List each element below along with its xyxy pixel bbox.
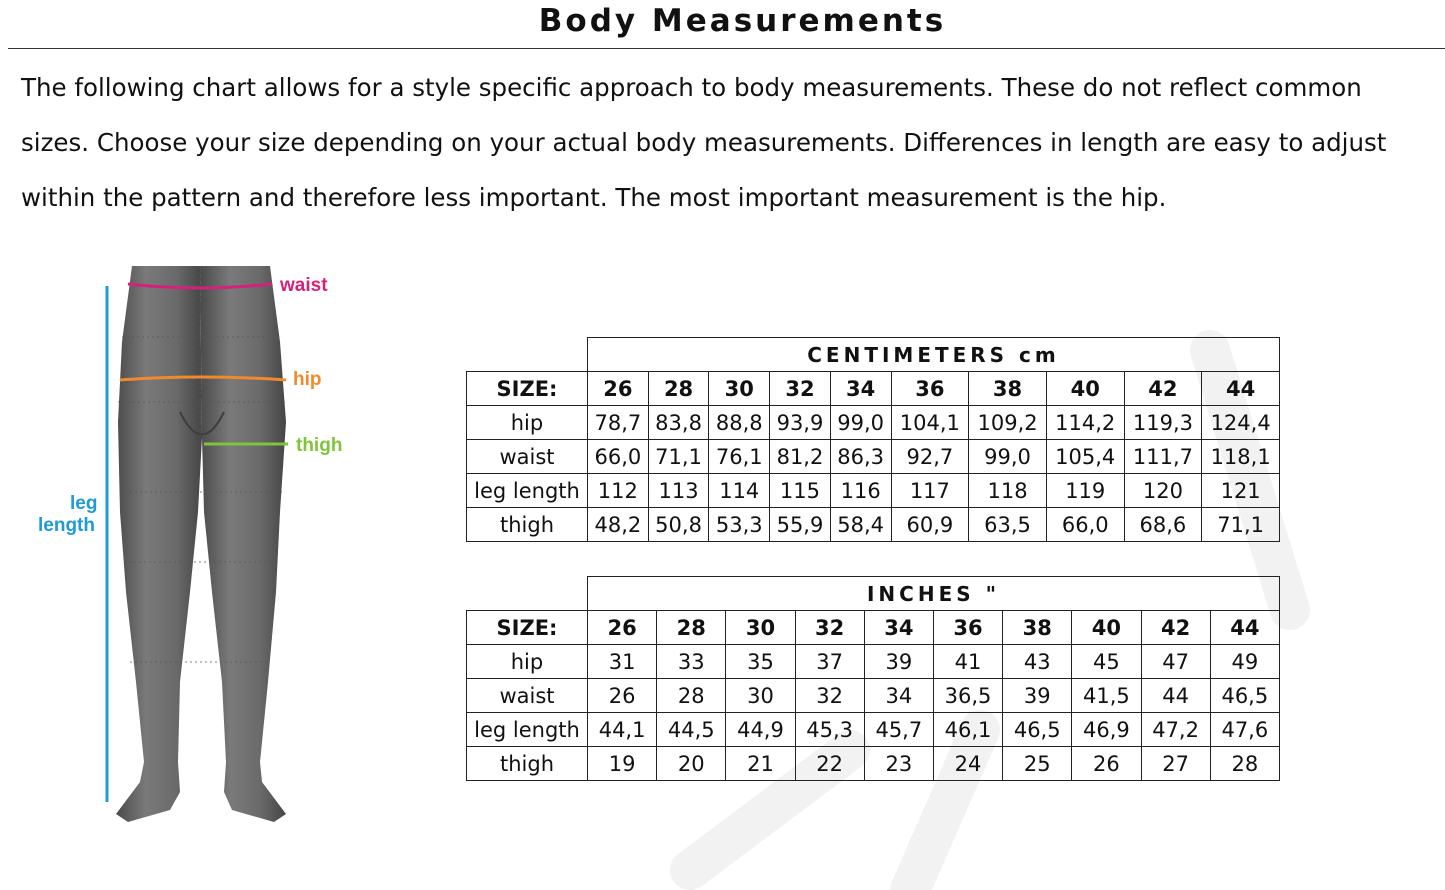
- hip-label: hip: [293, 369, 322, 390]
- value-cell: 22: [795, 747, 864, 781]
- title-divider: [8, 48, 1445, 49]
- leg-length-label-line2: length: [38, 515, 95, 536]
- value-cell: 53,3: [709, 508, 770, 542]
- value-cell: 47: [1141, 645, 1210, 679]
- value-cell: 46,5: [1210, 679, 1279, 713]
- value-cell: 43: [1003, 645, 1072, 679]
- value-cell: 68,6: [1124, 508, 1202, 542]
- value-cell: 92,7: [891, 440, 969, 474]
- value-cell: 88,8: [709, 406, 770, 440]
- size-cell: 44: [1210, 611, 1279, 645]
- size-cell: 36: [933, 611, 1002, 645]
- table-row: [467, 508, 1280, 542]
- value-cell: 117: [891, 474, 969, 508]
- value-cell: 31: [588, 645, 657, 679]
- value-cell: 39: [1003, 679, 1072, 713]
- table-row: [467, 440, 1280, 474]
- value-cell: 93,9: [770, 406, 831, 440]
- page-title: Body Measurements: [538, 3, 947, 39]
- size-cell: 26: [588, 372, 649, 406]
- legs-silhouette: [116, 266, 286, 822]
- value-cell: 46,9: [1072, 713, 1141, 747]
- value-cell: 30: [726, 679, 795, 713]
- value-cell: 78,7: [588, 406, 649, 440]
- row-label: hip: [467, 406, 588, 440]
- value-cell: 35: [726, 645, 795, 679]
- value-cell: 58,4: [830, 508, 891, 542]
- row-label: waist: [467, 440, 588, 474]
- size-cell: 30: [726, 611, 795, 645]
- row-label: thigh: [467, 747, 588, 781]
- row-label: leg length: [467, 474, 588, 508]
- value-cell: 45: [1072, 645, 1141, 679]
- size-cell: 28: [657, 611, 726, 645]
- value-cell: 99,0: [969, 440, 1047, 474]
- table-row: [467, 474, 1280, 508]
- value-cell: 71,1: [648, 440, 709, 474]
- unit-header-row: [467, 577, 1280, 611]
- size-cell: 38: [1003, 611, 1072, 645]
- value-cell: 118: [969, 474, 1047, 508]
- value-cell: 76,1: [709, 440, 770, 474]
- value-cell: 83,8: [648, 406, 709, 440]
- size-label: SIZE:: [467, 611, 588, 645]
- value-cell: 20: [657, 747, 726, 781]
- value-cell: 104,1: [891, 406, 969, 440]
- value-cell: 86,3: [830, 440, 891, 474]
- value-cell: 36,5: [933, 679, 1002, 713]
- size-cell: 26: [588, 611, 657, 645]
- row-label: leg length: [467, 713, 588, 747]
- value-cell: 26: [1072, 747, 1141, 781]
- value-cell: 28: [657, 679, 726, 713]
- value-cell: 111,7: [1124, 440, 1202, 474]
- value-cell: 46,1: [933, 713, 1002, 747]
- size-cell: 38: [969, 372, 1047, 406]
- inches-table: [466, 576, 1280, 781]
- value-cell: 50,8: [648, 508, 709, 542]
- value-cell: 47,6: [1210, 713, 1279, 747]
- value-cell: 66,0: [1046, 508, 1124, 542]
- value-cell: 109,2: [969, 406, 1047, 440]
- value-cell: 44,1: [588, 713, 657, 747]
- unit-header: INCHES ": [588, 577, 1280, 611]
- value-cell: 48,2: [588, 508, 649, 542]
- value-cell: 47,2: [1141, 713, 1210, 747]
- size-cell: 28: [648, 372, 709, 406]
- value-cell: 113: [648, 474, 709, 508]
- value-cell: 115: [770, 474, 831, 508]
- value-cell: 114: [709, 474, 770, 508]
- value-cell: 116: [830, 474, 891, 508]
- value-cell: 19: [588, 747, 657, 781]
- value-cell: 23: [864, 747, 933, 781]
- size-row: [467, 611, 1280, 645]
- value-cell: 44,5: [657, 713, 726, 747]
- unit-header: CENTIMETERS cm: [588, 338, 1280, 372]
- leg-length-label-line1: leg: [70, 493, 98, 514]
- size-cell: 30: [709, 372, 770, 406]
- value-cell: 71,1: [1202, 508, 1280, 542]
- row-label: hip: [467, 645, 588, 679]
- waist-label: waist: [280, 275, 328, 296]
- table-row: [467, 645, 1280, 679]
- value-cell: 120: [1124, 474, 1202, 508]
- value-cell: 37: [795, 645, 864, 679]
- value-cell: 41,5: [1072, 679, 1141, 713]
- value-cell: 25: [1003, 747, 1072, 781]
- value-cell: 26: [588, 679, 657, 713]
- value-cell: 41: [933, 645, 1002, 679]
- value-cell: 55,9: [770, 508, 831, 542]
- value-cell: 99,0: [830, 406, 891, 440]
- value-cell: 21: [726, 747, 795, 781]
- value-cell: 33: [657, 645, 726, 679]
- size-cell: 40: [1072, 611, 1141, 645]
- value-cell: 49: [1210, 645, 1279, 679]
- value-cell: 24: [933, 747, 1002, 781]
- size-cell: 32: [770, 372, 831, 406]
- table-row: [467, 679, 1280, 713]
- value-cell: 119: [1046, 474, 1124, 508]
- size-cell: 42: [1124, 372, 1202, 406]
- unit-header-row: [467, 338, 1280, 372]
- value-cell: 44,9: [726, 713, 795, 747]
- value-cell: 28: [1210, 747, 1279, 781]
- size-row: [467, 372, 1280, 406]
- size-cell: 42: [1141, 611, 1210, 645]
- intro-paragraph: The following chart allows for a style specific approach to body measurements. These do not reflect common sizes. Choose your size depending on your actual body measurements. Differences in length are easy to adjust within the pattern and therefore less important. The most important measurement is the hip.: [21, 73, 1387, 212]
- value-cell: 39: [864, 645, 933, 679]
- value-cell: 105,4: [1046, 440, 1124, 474]
- value-cell: 121: [1202, 474, 1280, 508]
- centimeters-table: [466, 337, 1280, 542]
- table-row: [467, 747, 1280, 781]
- value-cell: 34: [864, 679, 933, 713]
- value-cell: 66,0: [588, 440, 649, 474]
- size-cell: 34: [830, 372, 891, 406]
- value-cell: 60,9: [891, 508, 969, 542]
- value-cell: 119,3: [1124, 406, 1202, 440]
- table-row: [467, 406, 1280, 440]
- value-cell: 44: [1141, 679, 1210, 713]
- table-row: [467, 713, 1280, 747]
- size-cell: 32: [795, 611, 864, 645]
- value-cell: 124,4: [1202, 406, 1280, 440]
- value-cell: 45,3: [795, 713, 864, 747]
- thigh-label: thigh: [296, 435, 343, 456]
- value-cell: 112: [588, 474, 649, 508]
- value-cell: 81,2: [770, 440, 831, 474]
- value-cell: 45,7: [864, 713, 933, 747]
- row-label: thigh: [467, 508, 588, 542]
- row-label: waist: [467, 679, 588, 713]
- value-cell: 32: [795, 679, 864, 713]
- body-figure: [30, 262, 370, 832]
- size-cell: 36: [891, 372, 969, 406]
- size-label: SIZE:: [467, 372, 588, 406]
- size-cell: 34: [864, 611, 933, 645]
- value-cell: 63,5: [969, 508, 1047, 542]
- value-cell: 27: [1141, 747, 1210, 781]
- size-cell: 40: [1046, 372, 1124, 406]
- size-cell: 44: [1202, 372, 1280, 406]
- value-cell: 46,5: [1003, 713, 1072, 747]
- value-cell: 114,2: [1046, 406, 1124, 440]
- value-cell: 118,1: [1202, 440, 1280, 474]
